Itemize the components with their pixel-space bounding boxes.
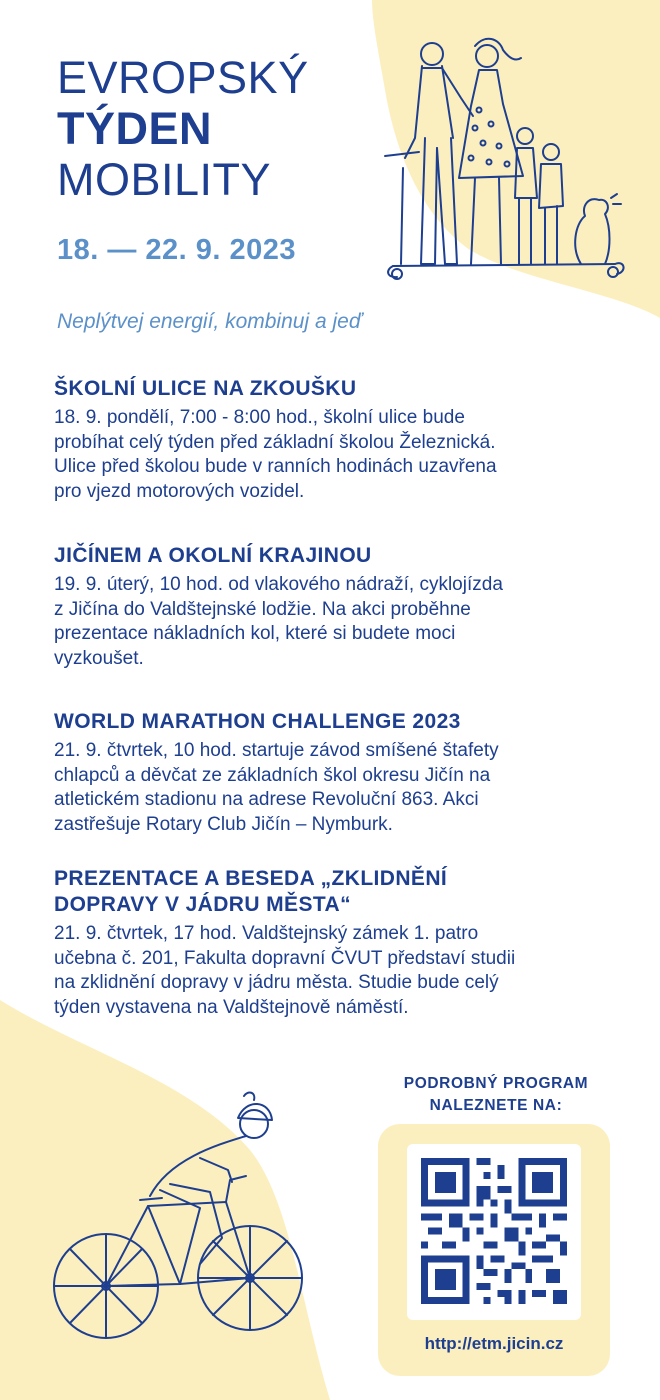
event-presentation (54, 866, 614, 1020)
qr-card (378, 1124, 610, 1376)
event-description: 19. 9. úterý, 10 hod. od vlakového nádraží, cyklojízda z Jičína do Valdštejnské lodžie. Na akci proběhne prezentace nákladních kol, které si budete moci vyzkoušet. (54, 574, 503, 669)
program-label: PODROBNÝ PROGRAM NALEZNETE NA: (403, 1075, 589, 1114)
qr-code-icon[interactable] (421, 1158, 567, 1304)
main-title (57, 52, 309, 205)
event-school-street (54, 376, 614, 504)
title-line-1: EVROPSKÝ (57, 52, 309, 103)
event-title: PREZENTACE A BESEDA „ZKLIDNĚNÍ DOPRAVY V JÁDRU MĚSTA“ (54, 867, 448, 916)
title-line-2: TÝDEN (57, 103, 213, 154)
program-url-link[interactable]: http://etm.jicin.cz (424, 1334, 564, 1353)
title-line-3: MOBILITY (57, 154, 272, 205)
event-title: WORLD MARATHON CHALLENGE 2023 (54, 710, 461, 733)
event-description: 18. 9. pondělí, 7:00 - 8:00 hod., školní ulice bude probíhat celý týden před základní školou Železnická. Ulice před školou bude v ranních hodinách uzavřena pro vjezd motorových vozidel. (54, 407, 497, 502)
event-title: JIČÍNEM A OKOLNÍ KRAJINOU (54, 544, 372, 567)
event-title: ŠKOLNÍ ULICE NA ZKOUŠKU (54, 377, 357, 400)
slogan: Neplýtvej energií, kombinuj a jeď (57, 310, 362, 333)
event-description: 21. 9. čtvrtek, 10 hod. startuje závod smíšené štafety chlapců a děvčat ze základních škol okresu Jičín na atletickém stadionu na adrese Revoluční 863. Akci zastřešuje Rotary Club Jičín – Nymburk. (54, 740, 499, 835)
qr-code-background (407, 1144, 581, 1320)
event-jicin-countryside (54, 543, 614, 671)
event-world-marathon (54, 709, 614, 837)
event-description: 21. 9. čtvrtek, 17 hod. Valdštejnský zámek 1. patro učebna č. 201, Fakulta dopravní ČVUT představí studii na zklidnění dopravy v jádru města. Studie bude celý týden vystavena na Valdštejnově náměstí. (54, 923, 516, 1018)
family-scooter-illustration (375, 28, 640, 290)
event-dates: 18. — 22. 9. 2023 (57, 234, 297, 266)
cyclist-illustration (50, 1088, 310, 1344)
